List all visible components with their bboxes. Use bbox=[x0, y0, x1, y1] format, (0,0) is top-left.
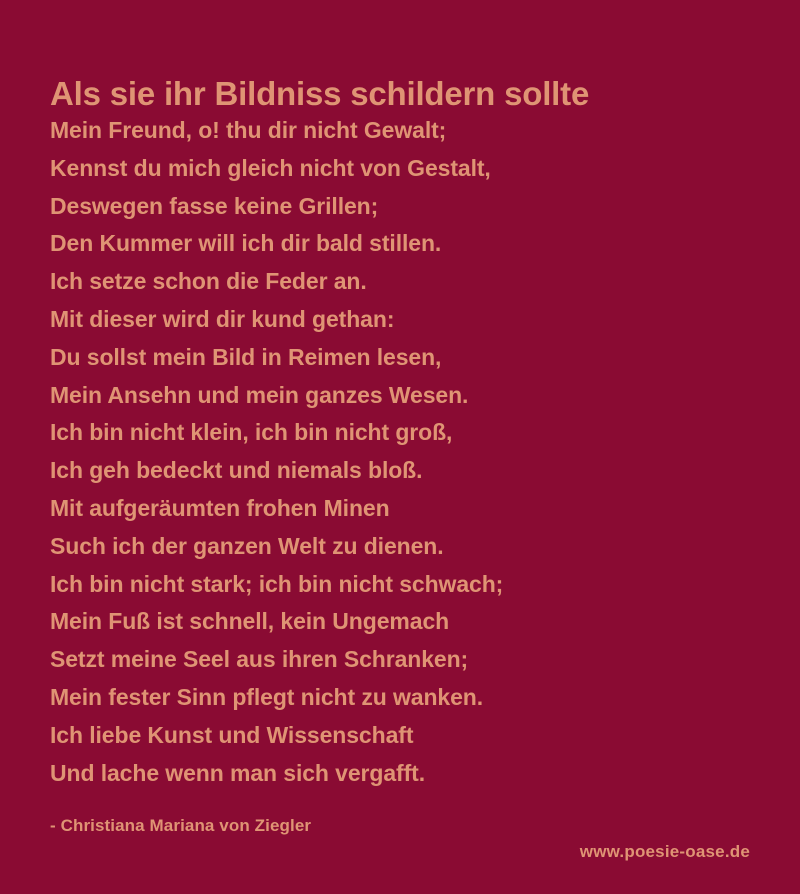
poem-line: Den Kummer will ich dir bald stillen. bbox=[50, 230, 442, 257]
poem-line: Mit dieser wird dir kund gethan: bbox=[50, 305, 395, 332]
poem-line: Und lache wenn man sich vergafft. bbox=[50, 759, 426, 786]
poem-line: Ich geh bedeckt und niemals bloß. bbox=[50, 457, 423, 484]
poem-author: - Christiana Mariana von Ziegler bbox=[50, 816, 312, 835]
poem-line: Ich setze schon die Feder an. bbox=[50, 268, 367, 295]
poem-line: Kennst du mich gleich nicht von Gestalt, bbox=[50, 154, 491, 181]
poem-line: Setzt meine Seel aus ihren Schranken; bbox=[50, 646, 469, 673]
poem-line: Mein Fuß ist schnell, kein Ungemach bbox=[50, 608, 450, 635]
poem-body bbox=[50, 112, 760, 792]
poem-line: Mein Ansehn und mein ganzes Wesen. bbox=[50, 381, 469, 408]
poem-line: Ich bin nicht stark; ich bin nicht schwach; bbox=[50, 570, 504, 597]
poem-line: Du sollst mein Bild in Reimen lesen, bbox=[50, 343, 442, 370]
page-title: Als sie ihr Bildniss schildern sollte bbox=[50, 75, 590, 113]
site-url: www.poesie-oase.de bbox=[579, 842, 750, 861]
poem-line: Mit aufgeräumten frohen Minen bbox=[50, 494, 390, 521]
poem-line: Such ich der ganzen Welt zu dienen. bbox=[50, 532, 444, 559]
poem-line: Ich bin nicht klein, ich bin nicht groß, bbox=[50, 419, 453, 446]
poem-line: Mein fester Sinn pflegt nicht zu wanken. bbox=[50, 683, 484, 710]
poem-line: Deswegen fasse keine Grillen; bbox=[50, 192, 379, 219]
poem-line: Mein Freund, o! thu dir nicht Gewalt; bbox=[50, 117, 447, 143]
poem-line: Ich liebe Kunst und Wissenschaft bbox=[50, 721, 414, 748]
